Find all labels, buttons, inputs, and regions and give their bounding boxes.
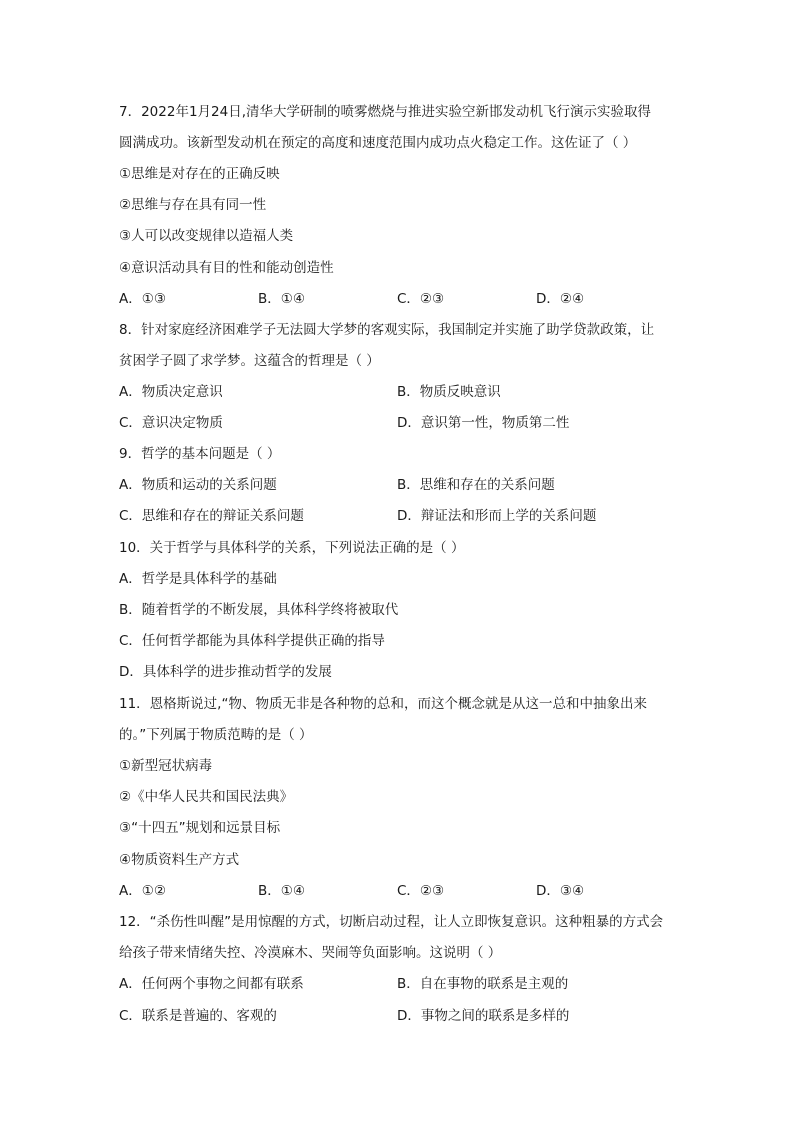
question-9-stem-line-1: 9．哲学的基本问题是（ ） bbox=[119, 446, 281, 462]
question-9-option-a: A．物质和运动的关系问题 bbox=[119, 477, 277, 493]
question-11-option-b: B．①④ bbox=[258, 883, 305, 899]
question-11-option-a: A．①② bbox=[119, 883, 166, 899]
question-7-statement-4: ④意识活动具有目的性和能动创造性 bbox=[119, 260, 334, 276]
question-8-stem-line-1: 8．针对家庭经济困难学子无法圆大学梦的客观实际，我国制定并实施了助学贷款政策，让 bbox=[119, 322, 655, 338]
question-7-option-c: C．②③ bbox=[397, 291, 445, 307]
question-8-option-d: D．意识第一性，物质第二性 bbox=[397, 415, 570, 431]
question-7-stem-line-2: 圆满成功。该新型发动机在预定的高度和速度范围内成功点火稳定工作。这佐证了（ ） bbox=[119, 135, 637, 151]
question-9-option-d: D．辩证法和形而上学的关系问题 bbox=[397, 508, 597, 524]
question-9-option-b: B．思维和存在的关系问题 bbox=[397, 477, 555, 493]
question-8-option-c: C．意识决定物质 bbox=[119, 415, 223, 431]
question-11-statement-4: ④物质资料生产方式 bbox=[119, 852, 240, 868]
question-7-option-b: B．①④ bbox=[258, 291, 305, 307]
question-8-option-a: A．物质决定意识 bbox=[119, 384, 223, 400]
question-7-stem-line-1: 7．2022年1月24日,清华大学研制的喷雾燃烧与推进实验空新邯发动机飞行演示实验取得 bbox=[119, 104, 652, 120]
question-12-option-c: C．联系是普遍的、客观的 bbox=[119, 1008, 277, 1024]
question-12-option-d: D．事物之间的联系是多样的 bbox=[397, 1008, 570, 1024]
question-10-option-c: C．任何哲学都能为具体科学提供正确的指导 bbox=[119, 633, 385, 649]
question-12-stem-line-1: 12．“杀伤性叫醒”是用惊醒的方式，切断启动过程，让人立即恢复意识。这种粗暴的方式会 bbox=[119, 914, 664, 930]
question-7-statement-3: ③人可以改变规律以造福人类 bbox=[119, 228, 294, 244]
question-12-option-b: B．自在事物的联系是主观的 bbox=[397, 976, 569, 992]
question-11-statement-3: ③“十四五”规划和远景目标 bbox=[119, 820, 281, 836]
question-11-statement-2: ②《中华人民共和国民法典》 bbox=[119, 789, 294, 805]
question-9-option-c: C．思维和存在的辩证关系问题 bbox=[119, 508, 304, 524]
question-11-stem-line-2: 的。”下列属于物质范畴的是（ ） bbox=[119, 727, 313, 743]
question-7-option-d: D．②④ bbox=[536, 291, 585, 307]
question-8-stem-line-2: 贫困学子圆了求学梦。这蕴含的哲理是（ ） bbox=[119, 353, 380, 369]
question-10-option-a: A．哲学是具体科学的基础 bbox=[119, 571, 277, 587]
question-10-option-d: D．具体科学的进步推动哲学的发展 bbox=[119, 664, 332, 680]
question-11-option-d: D．③④ bbox=[536, 883, 585, 899]
question-11-stem-line-1: 11．恩格斯说过,“物、物质无非是各种物的总和，而这个概念就是从这一总和中抽象出来 bbox=[119, 696, 647, 712]
question-11-option-c: C．②③ bbox=[397, 883, 445, 899]
question-7-statement-1: ①思维是对存在的正确反映 bbox=[119, 166, 280, 182]
question-8-option-b: B．物质反映意识 bbox=[397, 384, 501, 400]
question-10-option-b: B．随着哲学的不断发展，具体科学终将被取代 bbox=[119, 602, 399, 618]
question-12-stem-line-2: 给孩子带来情绪失控、冷漠麻木、哭闹等负面影响。这说明（ ） bbox=[119, 945, 502, 961]
question-10-stem-line-1: 10．关于哲学与具体科学的关系，下列说法正确的是（ ） bbox=[119, 540, 465, 556]
question-11-statement-1: ①新型冠状病毒 bbox=[119, 758, 213, 774]
question-7-option-a: A．①③ bbox=[119, 291, 166, 307]
question-7-statement-2: ②思维与存在具有同一性 bbox=[119, 197, 267, 213]
question-12-option-a: A．任何两个事物之间都有联系 bbox=[119, 976, 304, 992]
